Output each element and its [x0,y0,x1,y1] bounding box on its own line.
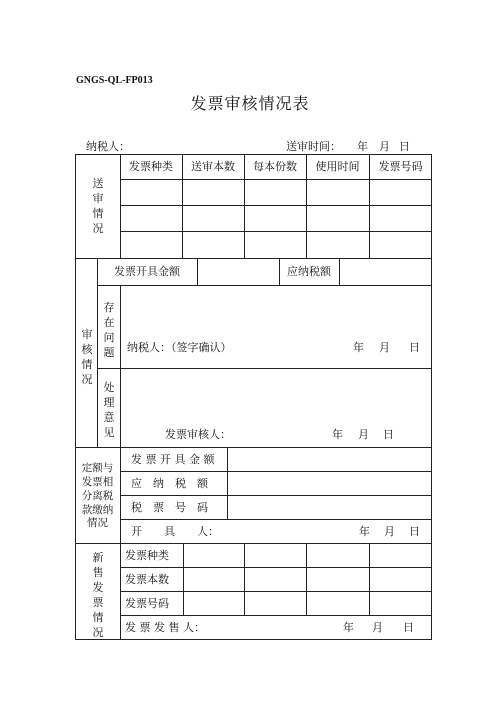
seller-label: 发 票 发 售 人： [125,621,205,634]
send-time-month: 月 [379,140,390,153]
invoice-amount-row: 发 票 开 具 金 额 [131,453,215,466]
issuer-label: 开 具 人： [131,525,219,538]
taxpayer-sign: 纳税人：（签字确认） [127,341,232,354]
page-title: 发票审核情况表 [190,94,310,113]
send-time-label: 送审时间： [286,140,341,153]
new-invoice-number: 发票号码 [125,597,169,610]
section2-label: 审核情况 [81,328,93,386]
new-invoice-type: 发票种类 [125,549,169,562]
header-invoice-type: 发票种类 [129,160,173,173]
problems-label: 存在问题 [103,301,115,359]
auditor-label: 发票审核人： [165,428,231,441]
header-usage-time: 使用时间 [315,160,360,173]
section2-divider [97,258,98,447]
document-code: GNGS-QL-FP013 [76,75,153,86]
header-copies-per-book: 每本份数 [253,160,297,173]
opinion-label: 处理意见 [103,381,115,439]
tax-due-row: 应 纳 税 额 [131,477,208,490]
send-time-year: 年 [357,140,368,153]
section4-label: 新售发票情况 [92,551,104,639]
header-submitted-books: 送审本数 [191,160,235,173]
header-invoice-number: 发票号码 [378,160,423,173]
tax-label: 应纳税额 [287,265,331,278]
amount-label: 发票开具金额 [114,265,180,278]
taxpayer-label: 纳税人： [86,140,130,153]
section1-label: 送审情况 [92,177,104,235]
new-invoice-books: 发票本数 [125,573,169,586]
tax-ticket-row: 税 票 号 码 [131,501,208,514]
send-time-day: 日 [399,140,410,153]
